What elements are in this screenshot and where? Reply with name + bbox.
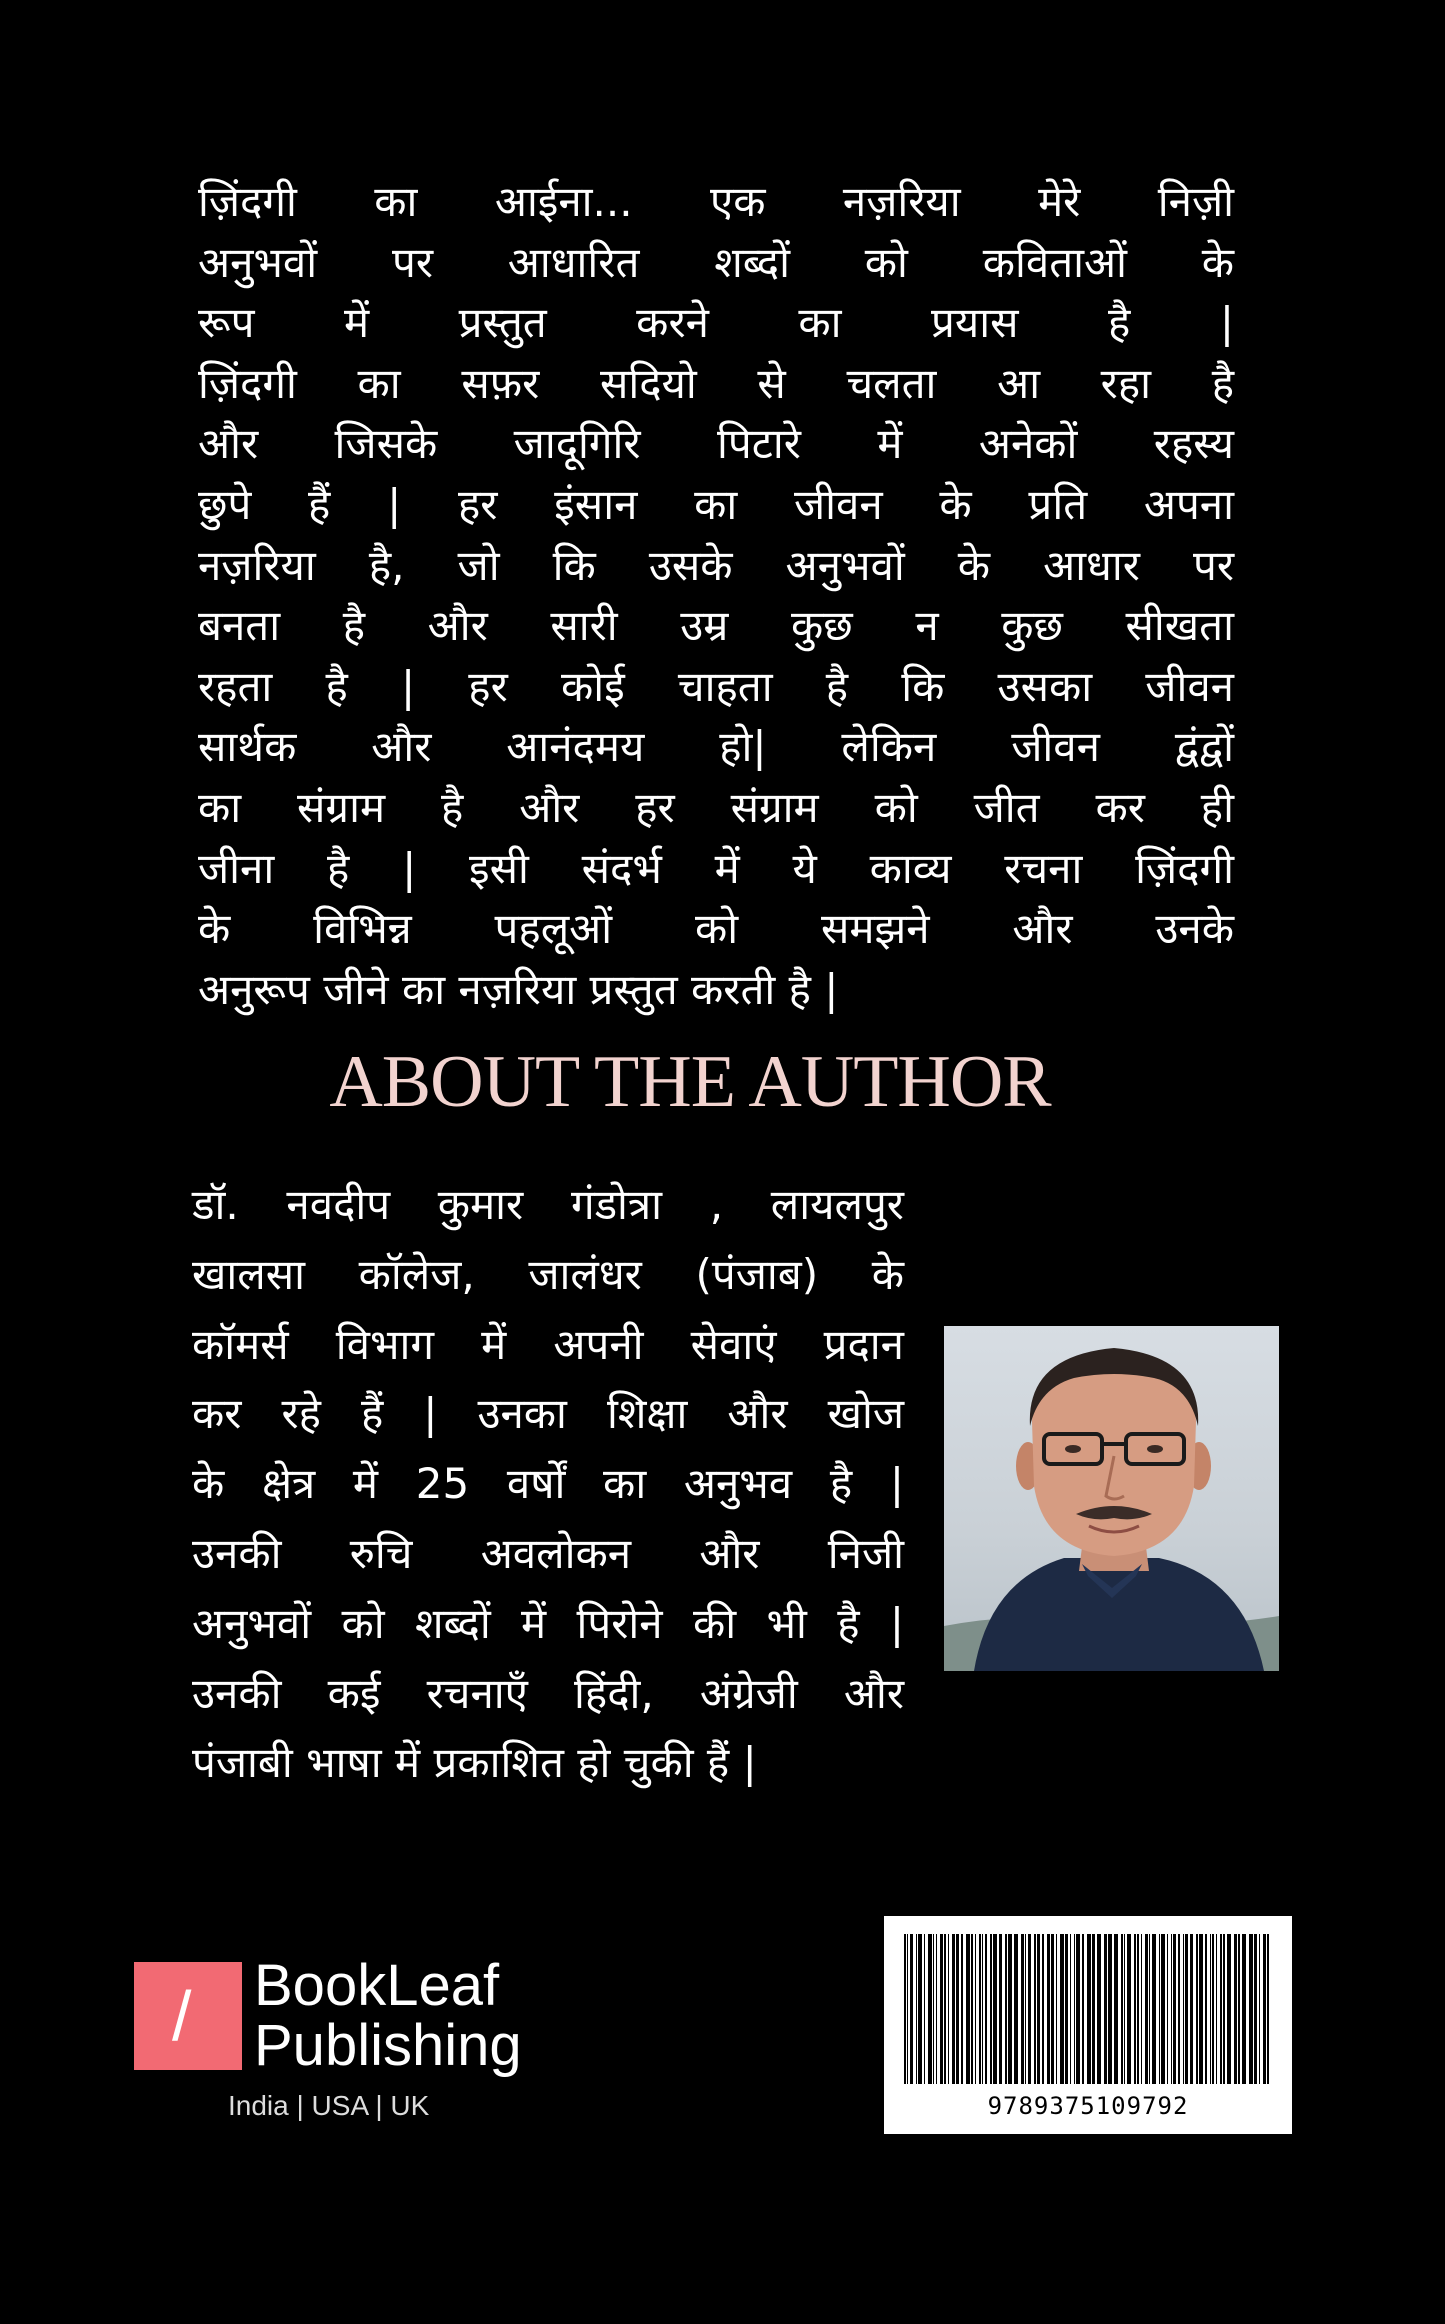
- blurb-line: का संग्राम है और हर संग्राम को जीत कर ही: [198, 782, 1234, 832]
- barcode-bar: [1171, 1934, 1172, 2084]
- blurb-line: और जिसके जादूगिरि पिटारे में अनेकों रहस्य: [198, 419, 1234, 469]
- barcode-bar: [1259, 1934, 1260, 2084]
- barcode-bar: [1212, 1934, 1214, 2084]
- bio-line: उनकी रुचि अवलोकन और निजी: [192, 1528, 904, 1578]
- barcode-bar: [918, 1934, 922, 2084]
- barcode-bar: [1220, 1934, 1222, 2084]
- barcode-bar: [1267, 1934, 1269, 2084]
- barcode-bar: [990, 1934, 992, 2084]
- barcode-bar: [1097, 1934, 1101, 2084]
- barcode-bar: [1108, 1934, 1112, 2084]
- barcode-bar: [1092, 1934, 1095, 2084]
- barcode-bar: [1196, 1934, 1198, 2084]
- barcode-bar: [1210, 1934, 1211, 2084]
- barcode-bar: [1008, 1934, 1012, 2084]
- barcode-bar: [1185, 1934, 1188, 2084]
- barcode-bar: [1037, 1934, 1040, 2084]
- bio-line: कर रहे हैं | उनका शिक्षा और खोज: [192, 1389, 904, 1439]
- barcode-bar: [1223, 1934, 1225, 2084]
- barcode-bar: [975, 1934, 976, 2084]
- barcode-bar: [1234, 1934, 1237, 2084]
- barcode-bar: [907, 1934, 908, 2084]
- barcode-bar: [928, 1934, 932, 2084]
- barcode-bar: [971, 1934, 973, 2084]
- barcode-bar: [1263, 1934, 1266, 2084]
- barcode-bar: [1190, 1934, 1193, 2084]
- barcode-bar: [979, 1934, 981, 2084]
- barcode-bar: [1205, 1934, 1207, 2084]
- barcode-bar: [1028, 1934, 1031, 2084]
- publisher-name: [254, 1953, 522, 2078]
- barcode-bar: [956, 1934, 959, 2084]
- barcode-bar: [1227, 1934, 1231, 2084]
- barcode-bar: [1114, 1934, 1118, 2084]
- barcode-bar: [933, 1934, 934, 2084]
- blurb-line: जीना है | इसी संदर्भ में ये काव्य रचना ज़िंदगी: [198, 843, 1234, 893]
- barcode-bar: [1238, 1934, 1240, 2084]
- barcode-bar: [1005, 1934, 1007, 2084]
- barcode-bar: [1014, 1934, 1018, 2084]
- barcode-bar: [999, 1934, 1002, 2084]
- barcode-bar: [1070, 1934, 1071, 2084]
- barcode-bar: [910, 1934, 913, 2084]
- publisher-name-line2: Publishing: [254, 2013, 522, 2078]
- barcode-bar: [1149, 1934, 1150, 2084]
- publisher-logo: [134, 1953, 554, 2132]
- barcode-bar: [1127, 1934, 1131, 2084]
- barcode-bar: [1159, 1934, 1160, 2084]
- barcode-bar: [1199, 1934, 1203, 2084]
- about-author-heading: ABOUT THE AUTHOR: [329, 1041, 1051, 1123]
- bio-line: उनकी कई रचनाएँ हिंदी, अंग्रेजी और: [192, 1668, 904, 1718]
- blurb-line: अनुरूप जीने का नज़रिया प्रस्तुत करती है |: [198, 964, 839, 1014]
- barcode-bar: [1104, 1934, 1107, 2084]
- barcode-bar: [1137, 1934, 1139, 2084]
- isbn-number: 9789375109792: [987, 2092, 1189, 2120]
- blurb-line: अनुभवों पर आधारित शब्दों को कविताओं के: [198, 237, 1234, 287]
- logo-mark-icon: [134, 1962, 242, 2070]
- barcode-bar: [1034, 1934, 1036, 2084]
- publisher-name-line1: BookLeaf: [254, 1953, 500, 2018]
- blurb-line: रूप में प्रस्तुत करने का प्रयास है |: [198, 298, 1234, 348]
- blurb-line: रहता है | हर कोई चाहता है कि उसका जीवन: [198, 661, 1234, 711]
- bio-line: कॉमर्स विभाग में अपनी सेवाएं प्रदान: [192, 1319, 904, 1369]
- barcode-bar: [1121, 1934, 1123, 2084]
- blurb-line: ज़िंदगी का सफ़र सदियो से चलता आ रहा है: [198, 358, 1234, 408]
- barcode-bar: [1141, 1934, 1142, 2084]
- barcode-bar: [1076, 1934, 1080, 2084]
- barcode-bar: [940, 1934, 943, 2084]
- publisher-regions: India | USA | UK: [228, 2090, 430, 2121]
- author-portrait-illustration: [944, 1326, 1279, 1671]
- barcode-bar: [1047, 1934, 1050, 2084]
- blurb-line: ज़िंदगी का आईना... एक नज़रिया मेरे निज़ी: [198, 177, 1234, 226]
- barcode-bar: [1216, 1934, 1217, 2084]
- bio-line: पंजाबी भाषा में प्रकाशित हो चुकी हैं |: [192, 1738, 757, 1788]
- barcode-bar: [1124, 1934, 1125, 2084]
- barcode-bar: [993, 1934, 997, 2084]
- barcode-bar: [1145, 1934, 1148, 2084]
- barcode-bar: [1167, 1934, 1168, 2084]
- author-photo: [944, 1326, 1279, 1671]
- barcode-bar: [1254, 1934, 1257, 2084]
- barcode-bar: [1042, 1934, 1044, 2084]
- bio-line: के क्षेत्र में 25 वर्षों का अनुभव है |: [192, 1459, 904, 1509]
- barcode-bar: [1021, 1934, 1024, 2084]
- book-blurb: [198, 172, 1234, 1020]
- barcode-bar: [1183, 1934, 1184, 2084]
- blurb-line: बनता है और सारी उम्र कुछ न कुछ सीखता: [198, 601, 1234, 651]
- barcode-bar: [1060, 1934, 1064, 2084]
- barcode-bar: [1065, 1934, 1068, 2084]
- barcode-bar: [961, 1934, 963, 2084]
- barcode-bar: [1056, 1934, 1057, 2084]
- barcode-bar: [924, 1934, 925, 2084]
- blurb-line: के विभिन्न पहलूओं को समझने और उनके: [198, 904, 1234, 954]
- blurb-line: सार्थक और आनंदमय हो| लेकिन जीवन द्वंद्वों: [198, 722, 1234, 772]
- barcode-bar: [948, 1934, 949, 2084]
- barcode-bar: [944, 1934, 946, 2084]
- barcode-bar: [1074, 1934, 1075, 2084]
- barcode-bar: [904, 1934, 906, 2084]
- barcode-bar: [1249, 1934, 1253, 2084]
- barcode-bar: [1051, 1934, 1054, 2084]
- barcode-bar: [982, 1934, 983, 2084]
- barcode-bar: [1152, 1934, 1156, 2084]
- barcode-bar: [1178, 1934, 1180, 2084]
- blurb-line: छुपे हैं | हर इंसान का जीवन के प्रति अपना: [198, 479, 1234, 529]
- barcode-bar: [985, 1934, 987, 2084]
- barcode-bar: [1134, 1934, 1136, 2084]
- logo-slash: /: [172, 1977, 192, 2055]
- barcode-bars-icon: [904, 1934, 1272, 2084]
- barcode-bar: [1082, 1934, 1084, 2084]
- barcode-bar: [916, 1934, 917, 2084]
- blurb-line: नज़रिया है, जो कि उसके अनुभवों के आधार पर: [198, 540, 1234, 590]
- barcode-bar: [952, 1934, 955, 2084]
- barcode-bar: [1173, 1934, 1176, 2084]
- isbn-barcode: [884, 1916, 1292, 2134]
- barcode-bar: [1025, 1934, 1026, 2084]
- barcode-bar: [966, 1934, 970, 2084]
- bio-line: डॉ. नवदीप कुमार गंडोत्रा , लायलपुर: [192, 1180, 904, 1229]
- barcode-bar: [1087, 1934, 1091, 2084]
- barcode-bar: [1242, 1934, 1246, 2084]
- bio-line: खालसा कॉलेज, जालंधर (पंजाब) के: [192, 1249, 904, 1299]
- author-bio: [192, 1170, 904, 1798]
- barcode-bar: [936, 1934, 937, 2084]
- barcode-bar: [1161, 1934, 1165, 2084]
- bio-line: अनुभवों को शब्दों में पिरोने की भी है |: [192, 1598, 904, 1648]
